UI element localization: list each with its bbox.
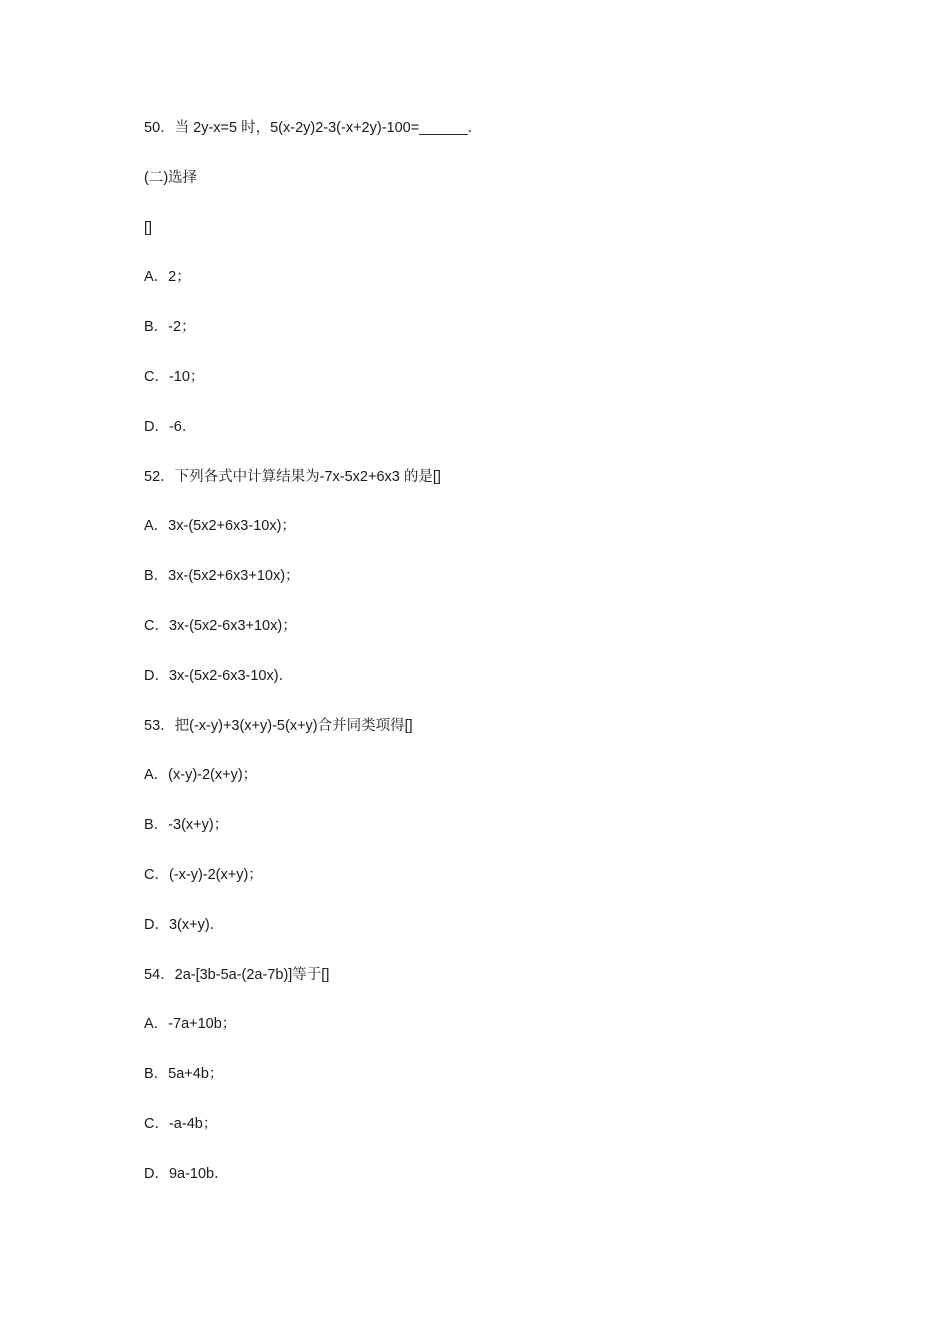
question-52-option-a: A．3x-(5x2+6x3-10x)； (144, 518, 296, 535)
question-50-text: 50．当 2y-x=5 时，5(x-2y)2-3(-x+2y)-100=______． (144, 120, 483, 136)
question-54-option-c: C．-a-4b； (144, 1115, 218, 1132)
question-52-option-b: B．3x-(5x2+6x3+10x)； (144, 568, 300, 585)
question-51-option-b: B．-2； (144, 319, 196, 336)
section-heading: (二)选择 (144, 169, 198, 186)
question-53-option-c: C．(-x-y)-2(x+y)； (144, 866, 263, 883)
question-54-option-a: A．-7a+10b； (144, 1016, 237, 1033)
question-51-text: [] (144, 219, 153, 236)
question-53-option-a: A．(x-y)-2(x+y)； (144, 767, 258, 784)
question-52-text: 52．下列各式中计算结果为-7x-5x2+6x3 的是[] (144, 468, 441, 485)
question-53-text: 53．把(-x-y)+3(x+y)-5(x+y)合并同类项得[] (144, 717, 413, 734)
question-53-option-d: D．3(x+y)． (144, 916, 225, 933)
question-54-text: 54．2a-[3b-5a-(2a-7b)]等于[] (144, 966, 330, 983)
question-51-option-a: A．2； (144, 269, 191, 286)
question-51-option-d: D．-6． (144, 418, 197, 435)
question-52-option-c: C．3x-(5x2-6x3+10x)； (144, 617, 297, 634)
document-body (144, 117, 844, 1213)
question-52-option-d: D．3x-(5x2-6x3-10x)． (144, 667, 294, 684)
question-54-option-b: B．5a+4b； (144, 1066, 224, 1083)
question-51-option-c: C．-10； (144, 368, 205, 385)
question-54-option-d: D．9a-10b． (144, 1165, 229, 1182)
question-53-option-b: B．-3(x+y)； (144, 817, 229, 834)
